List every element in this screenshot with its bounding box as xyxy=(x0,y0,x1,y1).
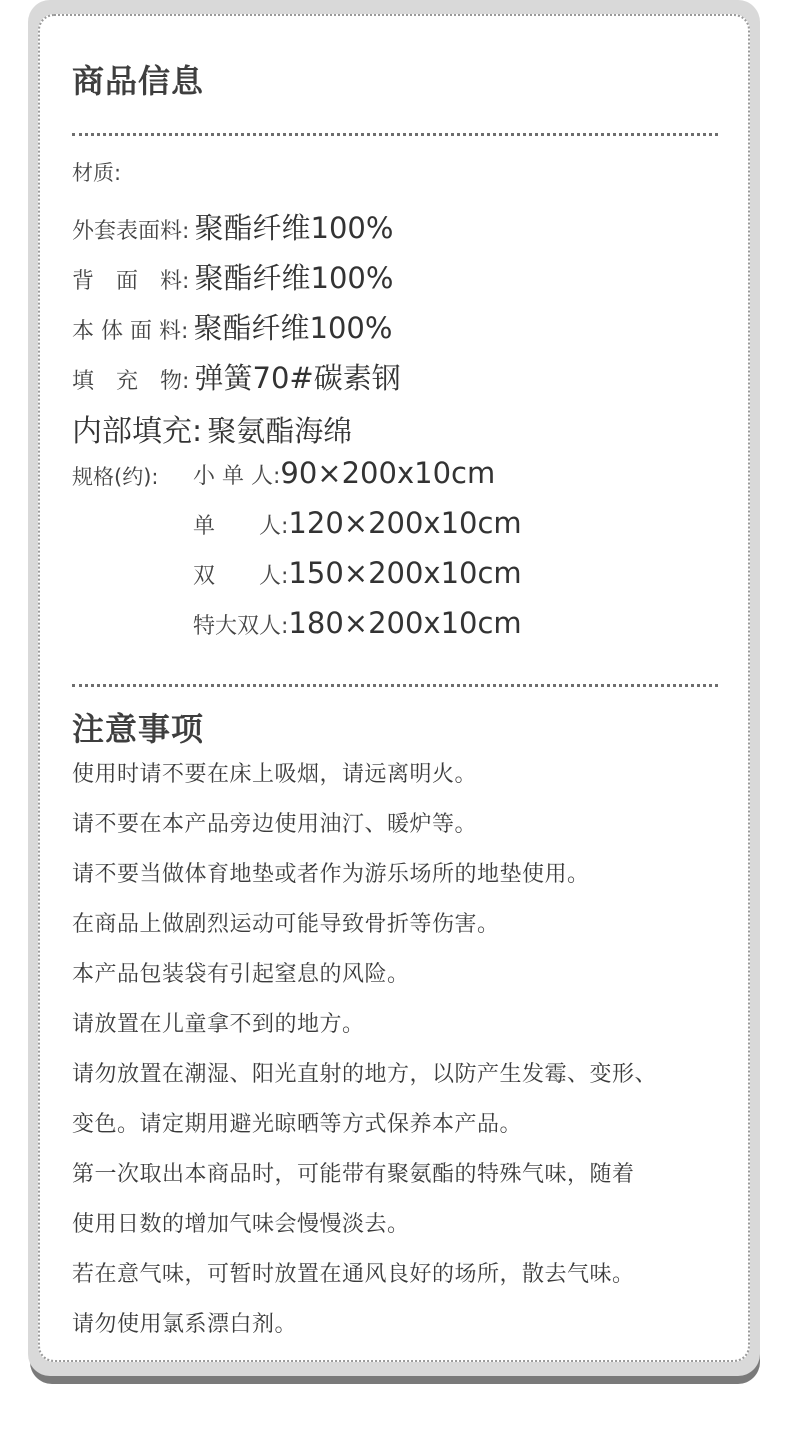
size-dims: 150×200x10cm xyxy=(288,556,522,590)
note-line: 变色。请定期用避光晾晒等方式保养本产品。 xyxy=(72,1112,523,1137)
note-line: 本产品包装袋有引起窒息的风险。 xyxy=(72,962,410,987)
size-name: 小 单 人: xyxy=(193,464,281,489)
spec-row-back-fabric xyxy=(72,256,393,297)
product-info-title: 商品信息 xyxy=(72,62,205,100)
size-row-single xyxy=(193,506,522,540)
divider-top xyxy=(72,133,718,136)
note-line: 第一次取出本商品时，可能带有聚氨酯的特殊气味，随着 xyxy=(72,1162,635,1187)
spec-row-inner-filling xyxy=(72,406,352,450)
size-label: 规格(约): xyxy=(72,465,159,489)
row-value: 弹簧70#碳素钢 xyxy=(194,361,401,395)
size-name: 单 人: xyxy=(193,514,289,539)
note-line: 请勿放置在潮湿、阳光直射的地方，以防产生发霉、变形、 xyxy=(72,1062,658,1087)
divider-middle xyxy=(72,684,718,687)
note-line: 使用日数的增加气味会慢慢淡去。 xyxy=(72,1212,410,1237)
size-name: 双 人: xyxy=(193,564,289,589)
note-line: 使用时请不要在床上吸烟，请远离明火。 xyxy=(72,762,478,787)
row-value: 聚酯纤维100% xyxy=(194,261,394,295)
size-dims: 90×200x10cm xyxy=(280,456,496,490)
row-label: 背 面 料: xyxy=(72,269,190,294)
size-row-king xyxy=(193,606,522,640)
note-line: 请不要在本产品旁边使用油汀、暖炉等。 xyxy=(72,812,478,837)
note-line: 请勿使用氯系漂白剂。 xyxy=(72,1312,298,1337)
note-line: 请不要当做体育地垫或者作为游乐场所的地垫使用。 xyxy=(72,862,590,887)
row-value: 聚酯纤维100% xyxy=(194,211,394,245)
row-label: 本 体 面 料: xyxy=(72,319,189,344)
row-label: 填 充 物: xyxy=(72,369,190,394)
row-value: 聚酯纤维100% xyxy=(193,311,393,345)
row-label: 外套表面料: xyxy=(72,219,190,244)
size-name: 特大双人: xyxy=(193,614,289,639)
notes-title: 注意事项 xyxy=(72,710,205,748)
spec-row-body-fabric xyxy=(72,306,392,347)
spec-row-outer-fabric xyxy=(72,206,393,247)
spec-row-filling xyxy=(72,356,401,397)
size-row-double xyxy=(193,556,522,590)
note-line: 若在意气味，可暂时放置在通风良好的场所，散去气味。 xyxy=(72,1262,635,1287)
material-label: 材质: xyxy=(72,161,122,185)
size-row-small-single xyxy=(193,456,495,490)
row-label: 内部填充: xyxy=(72,414,203,449)
note-line: 请放置在儿童拿不到的地方。 xyxy=(72,1012,365,1037)
size-dims: 120×200x10cm xyxy=(288,506,522,540)
row-value: 聚氨酯海绵 xyxy=(207,414,353,448)
size-dims: 180×200x10cm xyxy=(288,606,522,640)
note-line: 在商品上做剧烈运动可能导致骨折等伤害。 xyxy=(72,912,500,937)
